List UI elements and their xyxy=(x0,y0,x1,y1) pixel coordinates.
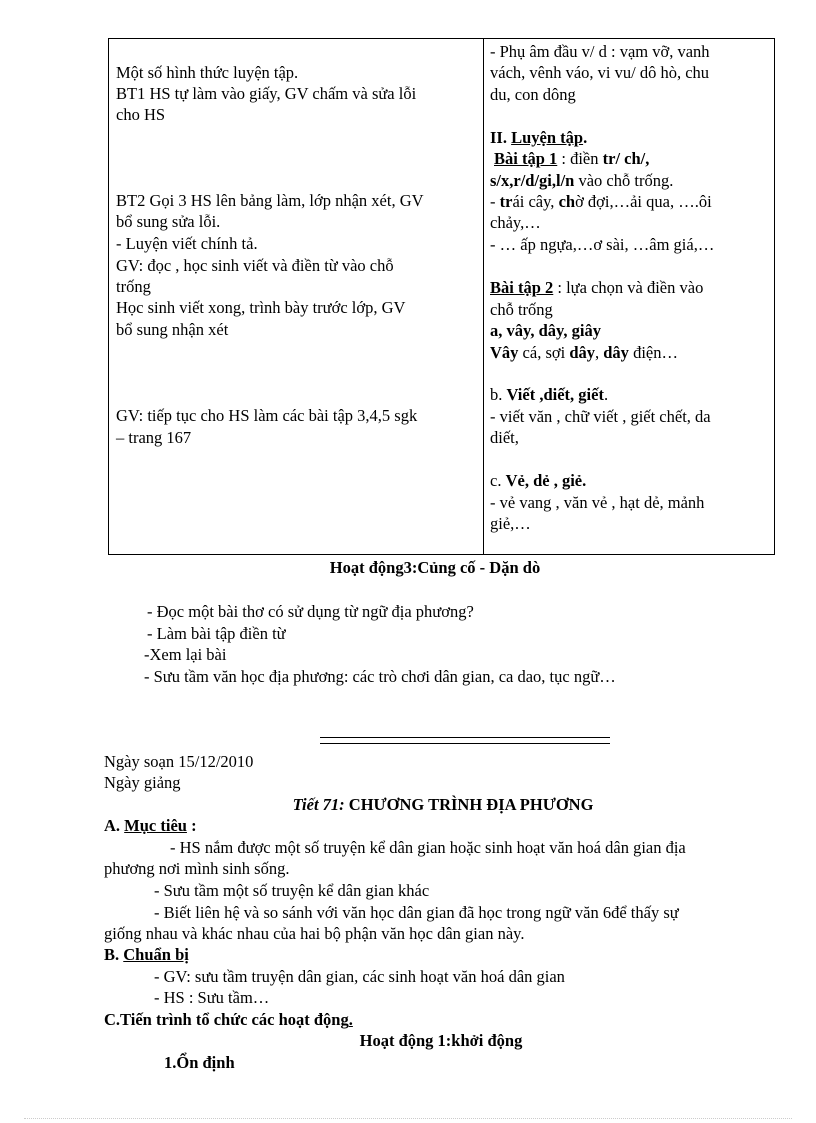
section-letter: B. xyxy=(104,945,124,964)
text-line: - Sưu tầm một số truyện kể dân gian khác xyxy=(154,881,430,900)
exercise-2-heading xyxy=(490,277,703,298)
bold-span: dây xyxy=(603,343,629,362)
text-line: - vẻ vang , văn vẻ , hạt dẻ, mảnh xyxy=(490,493,705,512)
text-line: bổ sung sửa lỗi. xyxy=(116,212,221,231)
text-line: GV: tiếp tục cho HS làm các bài tập 3,4,5 sgk xyxy=(116,406,418,425)
text-span: - xyxy=(490,192,500,211)
text-span: : lựa chọn và điền vào xyxy=(553,278,704,297)
text-span: ái cây, xyxy=(512,192,559,211)
punct: . xyxy=(583,128,588,147)
text-line: - HS : Sưu tầm… xyxy=(154,988,270,1007)
bold-span: dây xyxy=(569,343,595,362)
text-line: - HS nắm được một số truyện kể dân gian hoặc sinh hoạt văn hoá dân gian địa xyxy=(170,838,686,857)
text-line: du, con dông xyxy=(490,85,576,104)
bold-span: Vẻ, dẻ , giẻ. xyxy=(505,471,587,490)
section-b-heading xyxy=(104,944,189,965)
bold-span: s/x,r/d/gi,l/n xyxy=(490,171,575,190)
list-item: - Đọc một bài thơ có sử dụng từ ngữ địa phương? xyxy=(147,602,474,621)
text-line: a, vây, dây, giây xyxy=(490,321,601,340)
text-line: - Phụ âm đầu v/ d : vạm vỡ, vanh xyxy=(490,42,710,61)
text-line xyxy=(490,470,586,491)
text-span: vào chỗ trống. xyxy=(574,171,674,190)
text-line: - … ấp ngựa,…ơ sài, …âm giá,… xyxy=(490,235,715,254)
text-line: - Biết liên hệ và so sánh với văn học dân gian đã học trong ngữ văn 6để thấy sự xyxy=(154,903,679,922)
section-title: C.Tiến trình tổ chức các hoạt động xyxy=(104,1010,349,1029)
text-line: phương nơi mình sinh sống. xyxy=(104,859,290,878)
teach-date: Ngày giảng xyxy=(104,773,181,792)
bold-span: tr xyxy=(499,192,513,211)
section-title: Luyện tập xyxy=(511,128,584,147)
text-line: diết, xyxy=(490,428,519,447)
text-line: vách, vênh váo, vi vu/ dô hò, chu xyxy=(490,63,710,82)
text-line: – trang 167 xyxy=(116,428,192,447)
section-title: Mục tiêu xyxy=(124,816,187,835)
exercise-label: Bài tập 1 xyxy=(494,149,558,168)
text-line xyxy=(490,170,673,191)
text-line: giẻ,… xyxy=(490,514,531,533)
text-span: , xyxy=(595,343,604,362)
text-line: Học sinh viết xong, trình bày trước lớp, GV xyxy=(116,298,406,317)
text-span: cá, sợi xyxy=(518,343,570,362)
punct: : xyxy=(186,816,197,835)
text-line: chỗ trống xyxy=(490,300,553,319)
bold-span: Vây xyxy=(490,343,519,362)
text-line: - Luyện viết chính tả. xyxy=(116,234,258,253)
list-item: - Sưu tầm văn học địa phương: các trò chơi dân gian, ca dao, tục ngữ… xyxy=(144,667,616,686)
section-letter: A. xyxy=(104,816,125,835)
text-line: GV: đọc , học sinh viết và điền từ vào chỗ xyxy=(116,256,394,275)
punct: . xyxy=(348,1010,353,1029)
text-line: trống xyxy=(116,277,151,296)
text-line: BT2 Gọi 3 HS lên bảng làm, lớp nhận xét, GV xyxy=(116,191,424,210)
text-line: bổ sung nhận xét xyxy=(116,320,229,339)
text-line: Một số hình thức luyện tập. xyxy=(116,63,299,82)
text-line: BT1 HS tự làm vào giấy, GV chấm và sửa lỗi xyxy=(116,84,417,103)
lesson-number: Tiết 71: xyxy=(292,795,345,814)
lesson-name: CHƯƠNG TRÌNH ĐỊA PHƯƠNG xyxy=(344,795,594,814)
subsection-heading: 1.Ổn định xyxy=(164,1053,235,1072)
text-span: c. xyxy=(490,471,506,490)
text-span: ờ đợi,…ải qua, ….ôi xyxy=(575,192,712,211)
text-line: - GV: sưu tầm truyện dân gian, các sinh hoạt văn hoá dân gian xyxy=(154,967,565,986)
exercise-1-heading xyxy=(494,148,649,169)
exercise-label: Bài tập 2 xyxy=(490,278,554,297)
text-line xyxy=(490,191,712,212)
text-span: b. xyxy=(490,385,507,404)
bold-span: Viết ,diết, giết xyxy=(506,385,604,404)
page-bottom-rule xyxy=(24,1118,792,1119)
text-line: giống nhau và khác nhau của hai bộ phận văn học dân gian này. xyxy=(104,924,525,943)
column-divider xyxy=(483,39,484,554)
bold-span: tr/ ch/, xyxy=(602,149,650,168)
lesson-table xyxy=(108,38,775,555)
punct: . xyxy=(603,385,609,404)
activity-1-title: Hoạt động 1:khởi động xyxy=(359,1031,523,1050)
list-item: -Xem lại bài xyxy=(144,645,227,664)
text-line xyxy=(490,384,608,405)
activity-3-title: Hoạt động3:Củng cố - Dặn dò xyxy=(329,558,541,577)
text-line: - viết văn , chữ viết , giết chết, da xyxy=(490,407,711,426)
text-line: cho HS xyxy=(116,105,166,124)
section-c-heading xyxy=(104,1009,353,1030)
bold-span: ch xyxy=(558,192,576,211)
section-heading xyxy=(490,127,587,148)
text-line: chảy,… xyxy=(490,213,541,232)
text-span: điện… xyxy=(628,343,678,362)
list-item: - Làm bài tập điền từ xyxy=(147,624,286,643)
section-number: II. xyxy=(490,128,512,147)
section-title: Chuẩn bị xyxy=(123,945,189,964)
lesson-title xyxy=(0,794,816,815)
text-line xyxy=(490,342,678,363)
prep-date: Ngày soạn 15/12/2010 xyxy=(104,752,254,771)
section-a-heading xyxy=(104,815,197,836)
double-line-separator xyxy=(320,737,610,744)
text-span: : điền xyxy=(557,149,603,168)
